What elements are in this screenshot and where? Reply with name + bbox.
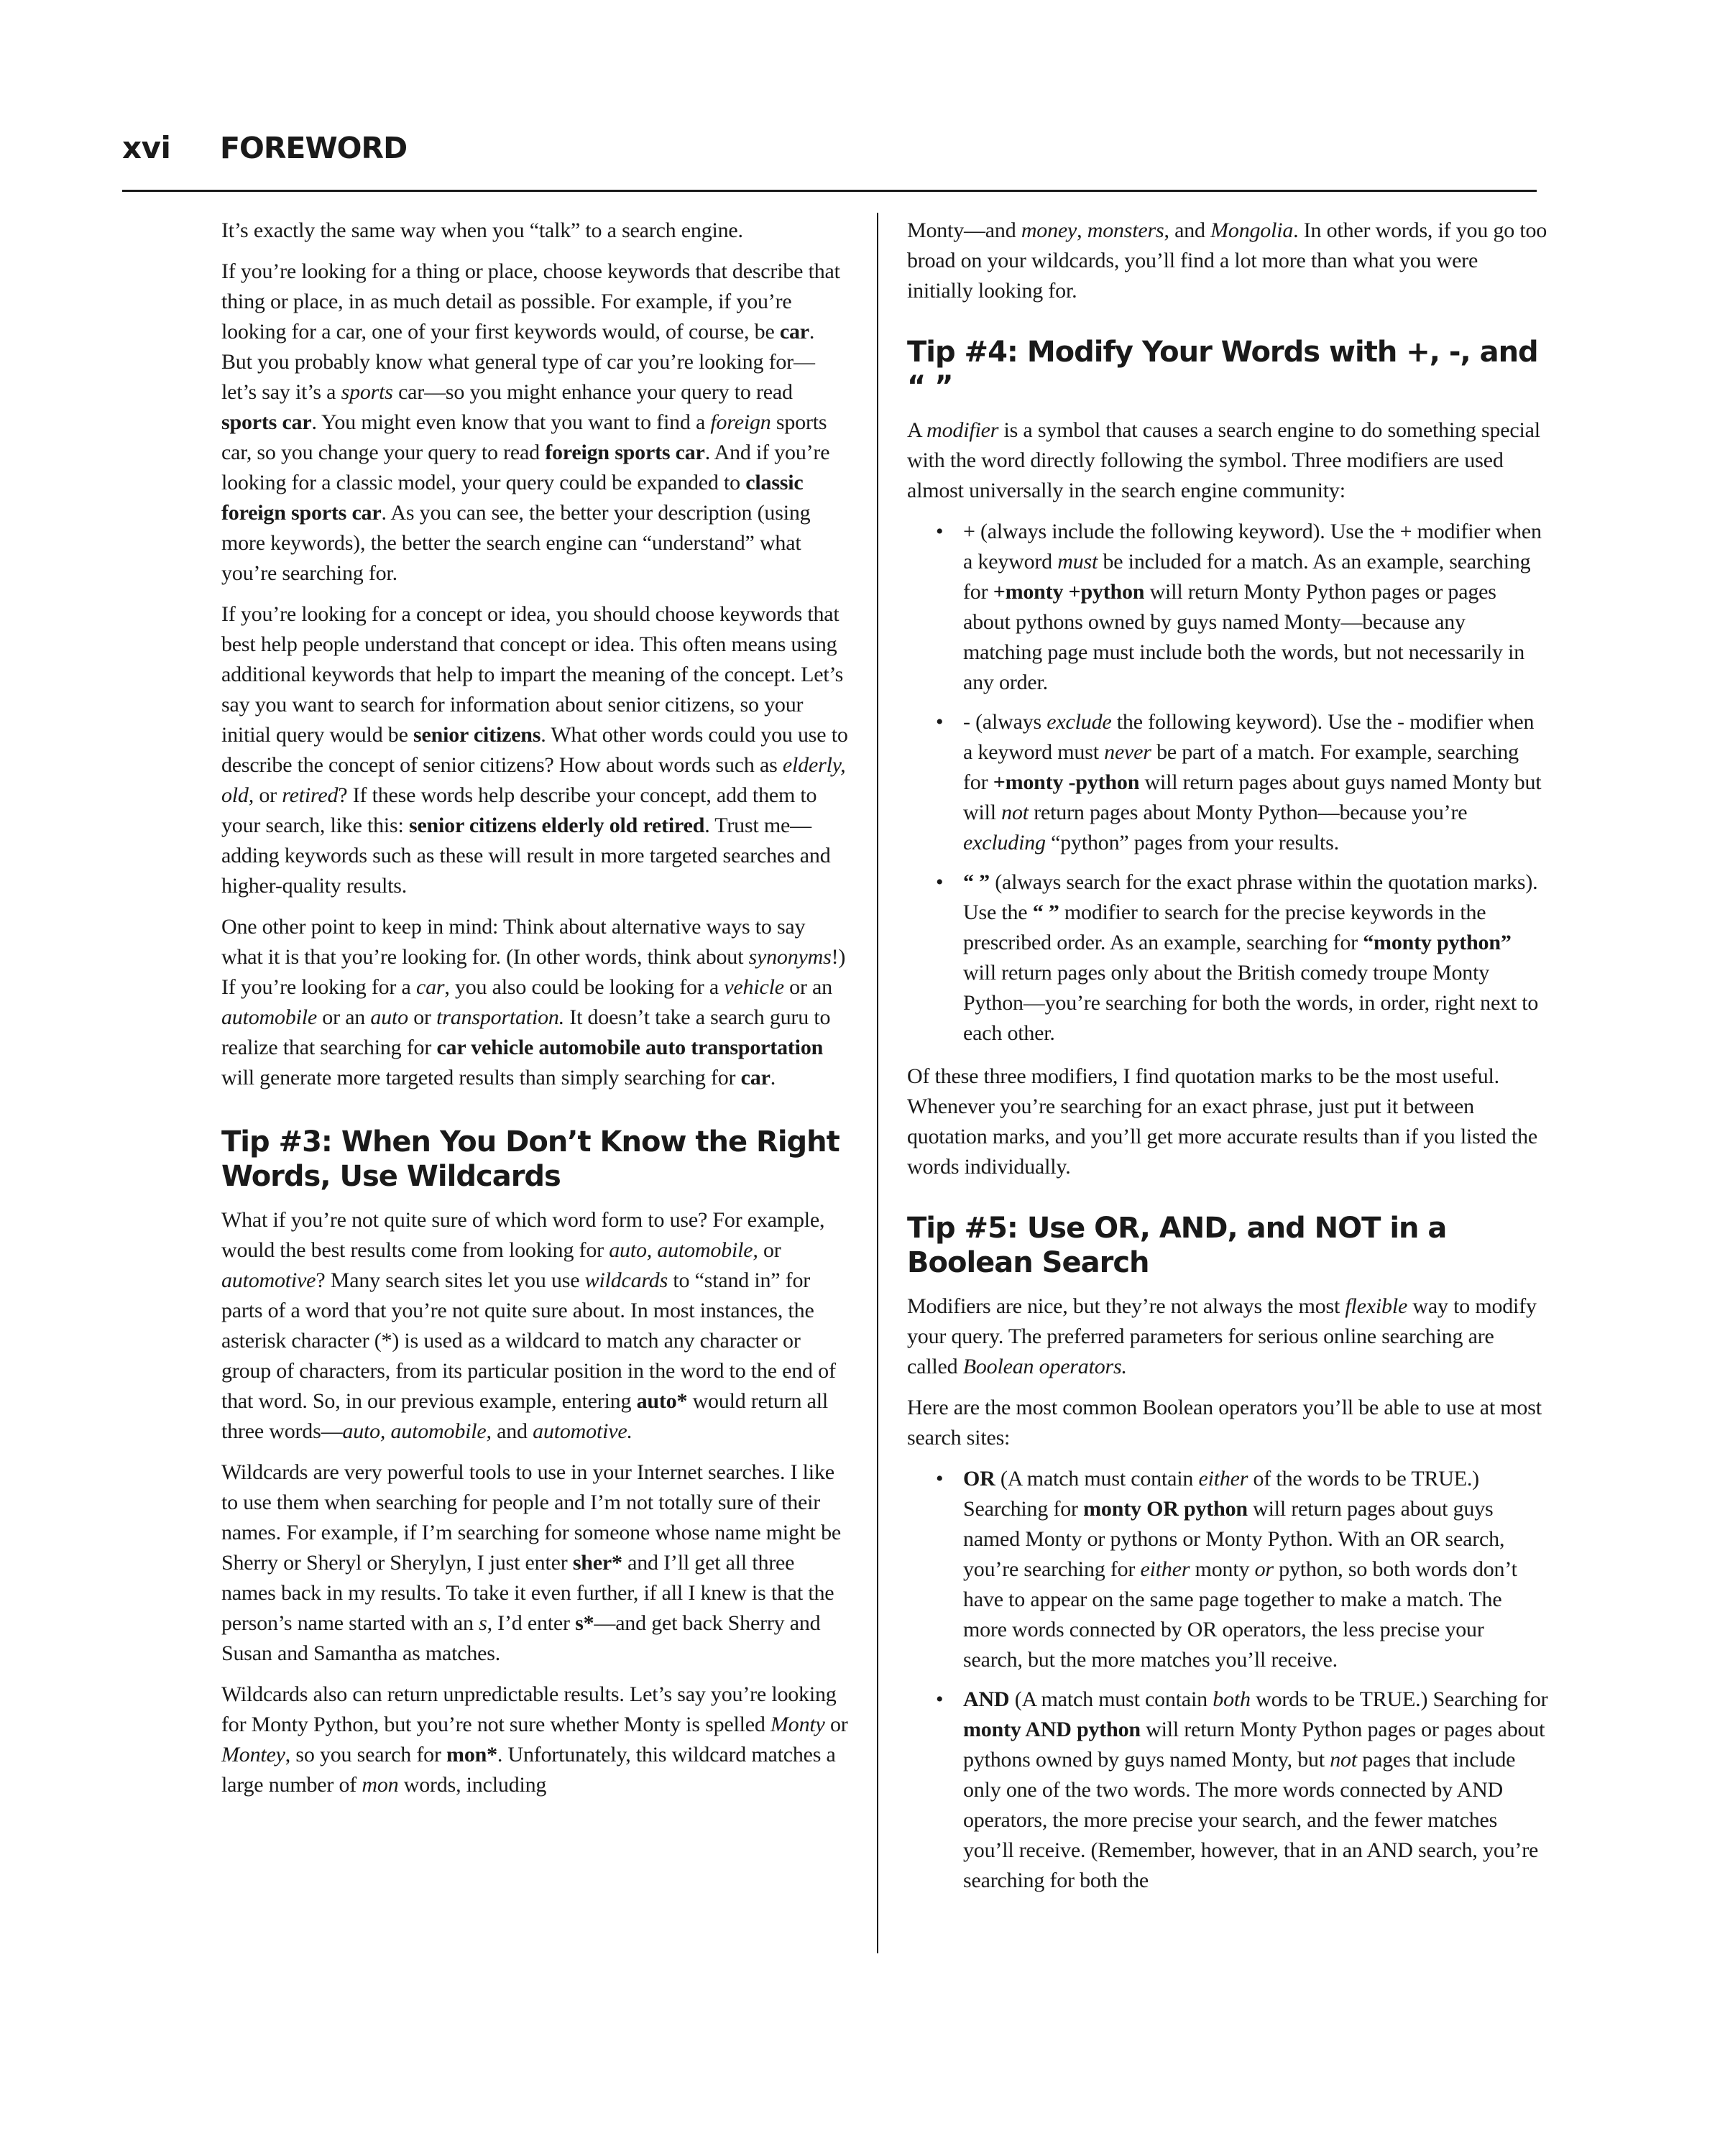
bullet-icon: • bbox=[936, 1467, 944, 1491]
paragraph: It’s exactly the same way when you “talk” to a search engine. bbox=[221, 218, 743, 242]
list-item: • - (always exclude the following keyword). Use the - modifier when a keyword must never be part of a match. For example, searching for +monty -python will return pages about guys named Monty but will not return pages about Monty Python—because you’re excluding “python” pages from your results. bbox=[963, 707, 1548, 858]
section-heading-tip-4: Tip #4: Modify Your Words with +, -, and “ ” bbox=[907, 336, 1538, 403]
paragraph: One other point to keep in mind: Think about alternative ways to say what it is that you’re looking for. (In other words, think about synonyms!) If you’re looking for a car, you also could be looking for a vehicle or an automobile or an auto or transportation. It doesn’t take a search guru to realize that searching for car vehicle automobile auto transportation will generate more targeted results than simply searching for car. bbox=[221, 915, 846, 1089]
modifier-list bbox=[907, 517, 1548, 1049]
paragraph: Monty—and money, monsters, and Mongolia. In other words, if you go too broad on your wildcards, you’ll find a lot more than what you were initially looking for. bbox=[907, 218, 1547, 303]
running-head: FOREWORD bbox=[220, 131, 408, 165]
paragraph: Here are the most common Boolean operators you’ll be able to use at most search sites: bbox=[907, 1396, 1542, 1450]
paragraph: Wildcards also can return unpredictable results. Let’s say you’re looking for Monty Python, but you’re not sure whether Monty is spelled Monty or Montey, so you search for mon*. Unfortunately, this wildcard matches a large number of mon words, including bbox=[221, 1682, 848, 1797]
paragraph: A modifier is a symbol that causes a search engine to do something special with the word directly following the symbol. Three modifiers are used almost universally in the search engine community: bbox=[907, 418, 1540, 502]
left-column bbox=[221, 216, 848, 1811]
bullet-icon: • bbox=[936, 520, 944, 543]
bullet-icon: • bbox=[936, 870, 944, 894]
list-item: • + (always include the following keyword). Use the + modifier when a keyword must be included for a match. As an example, searching for +monty +python will return Monty Python pages or pages about pythons owned by guys named Monty—because any matching page must include both the words, but not necessarily in any order. bbox=[963, 517, 1548, 698]
paragraph: Modifiers are nice, but they’re not always the most flexible way to modify your query. The preferred parameters for serious online searching are called Boolean operators. bbox=[907, 1294, 1537, 1378]
section-heading-tip-3: Tip #3: When You Don’t Know the Right Words, Use Wildcards bbox=[221, 1125, 840, 1193]
list-item: • OR (A match must contain either of the words to be TRUE.) Searching for monty OR python will return pages about guys named Monty or pythons or Monty Python. With an OR search, you’re searching for either monty or python, so both words don’t have to appear on the same page together to make a match. The more words connected by OR operators, the less precise your search, but the more matches you’ll receive. bbox=[963, 1464, 1548, 1675]
list-item: • “ ” (always search for the exact phrase within the quotation marks). Use the “ ” modifier to search for the precise keywords in the prescribed order. As an example, searching for “monty python” will return pages only about the British comedy troupe Monty Python—you’re searching for both the words, in order, right next to each other. bbox=[963, 867, 1548, 1049]
right-column bbox=[907, 216, 1548, 1909]
boolean-list bbox=[907, 1464, 1548, 1896]
paragraph: Wildcards are very powerful tools to use in your Internet searches. I like to use them when searching for people and I’m not totally sure of their names. For example, if I’m searching for someone whose name might be Sherry or Sheryl or Sherylyn, I just enter sher* and I’ll get all three names back in my results. To take it even further, if all I knew is that the person’s name started with an s, I’d enter s*—and get back Sherry and Susan and Samantha as matches. bbox=[221, 1460, 841, 1665]
paragraph: Of these three modifiers, I find quotation marks to be the most useful. Whenever you’re searching for an exact phrase, just put it between quotation marks, and you’ll get more accurate results than if you listed the words individually. bbox=[907, 1064, 1538, 1179]
list-item: • AND (A match must contain both words to be TRUE.) Searching for monty AND python will return Monty Python pages or pages about pythons owned by guys named Monty, but not pages that include only one of the two words. The more words connected by AND operators, the more precise your search, and the fewer matches you’ll receive. (Remember, however, that in an AND search, you’re searching for both the bbox=[963, 1685, 1548, 1896]
paragraph: If you’re looking for a thing or place, choose keywords that describe that thing or place, in as much detail as possible. For example, if you’re looking for a car, one of your first keywords would, of course, be car. But you probably know what general type of car you’re looking for—let’s say it’s a sports car—so you might enhance your query to read sports car. You might even know that you want to find a foreign sports car, so you change your query to read foreign sports car. And if you’re looking for a classic model, your query could be expanded to classic foreign sports car. As you can see, the better your description (using more keywords), the better the search engine can “understand” what you’re searching for. bbox=[221, 259, 840, 585]
section-heading-tip-5: Tip #5: Use OR, AND, and NOT in a Boolean Search bbox=[907, 1212, 1447, 1279]
paragraph: What if you’re not quite sure of which word form to use? For example, would the best results come from looking for auto, automobile, or automotive? Many search sites let you use wildcards to “stand in” for parts of a word that you’re not quite sure about. In most instances, the asterisk character (*) is used as a wildcard to match any character or group of characters, from its particular position in the word to the end of that word. So, in our previous example, entering auto* would return all three words—auto, automobile, and automotive. bbox=[221, 1208, 836, 1443]
paragraph: If you’re looking for a concept or idea, you should choose keywords that best help people understand that concept or idea. This often means using additional keywords that help to impart the meaning of the concept. Let’s say you want to search for information about senior citizens, so your initial query would be senior citizens. What other words could you use to describe the concept of senior citizens? How about words such as elderly, old, or retired? If these words help describe your concept, add them to your search, like this: senior citizens elderly old retired. Trust me—adding keywords such as these will result in more targeted searches and higher-quality results. bbox=[221, 602, 848, 898]
column-divider bbox=[877, 213, 878, 1953]
bullet-icon: • bbox=[936, 1687, 944, 1711]
page-number: xvi bbox=[122, 130, 171, 165]
bullet-icon: • bbox=[936, 710, 944, 734]
page-header bbox=[122, 128, 1537, 192]
